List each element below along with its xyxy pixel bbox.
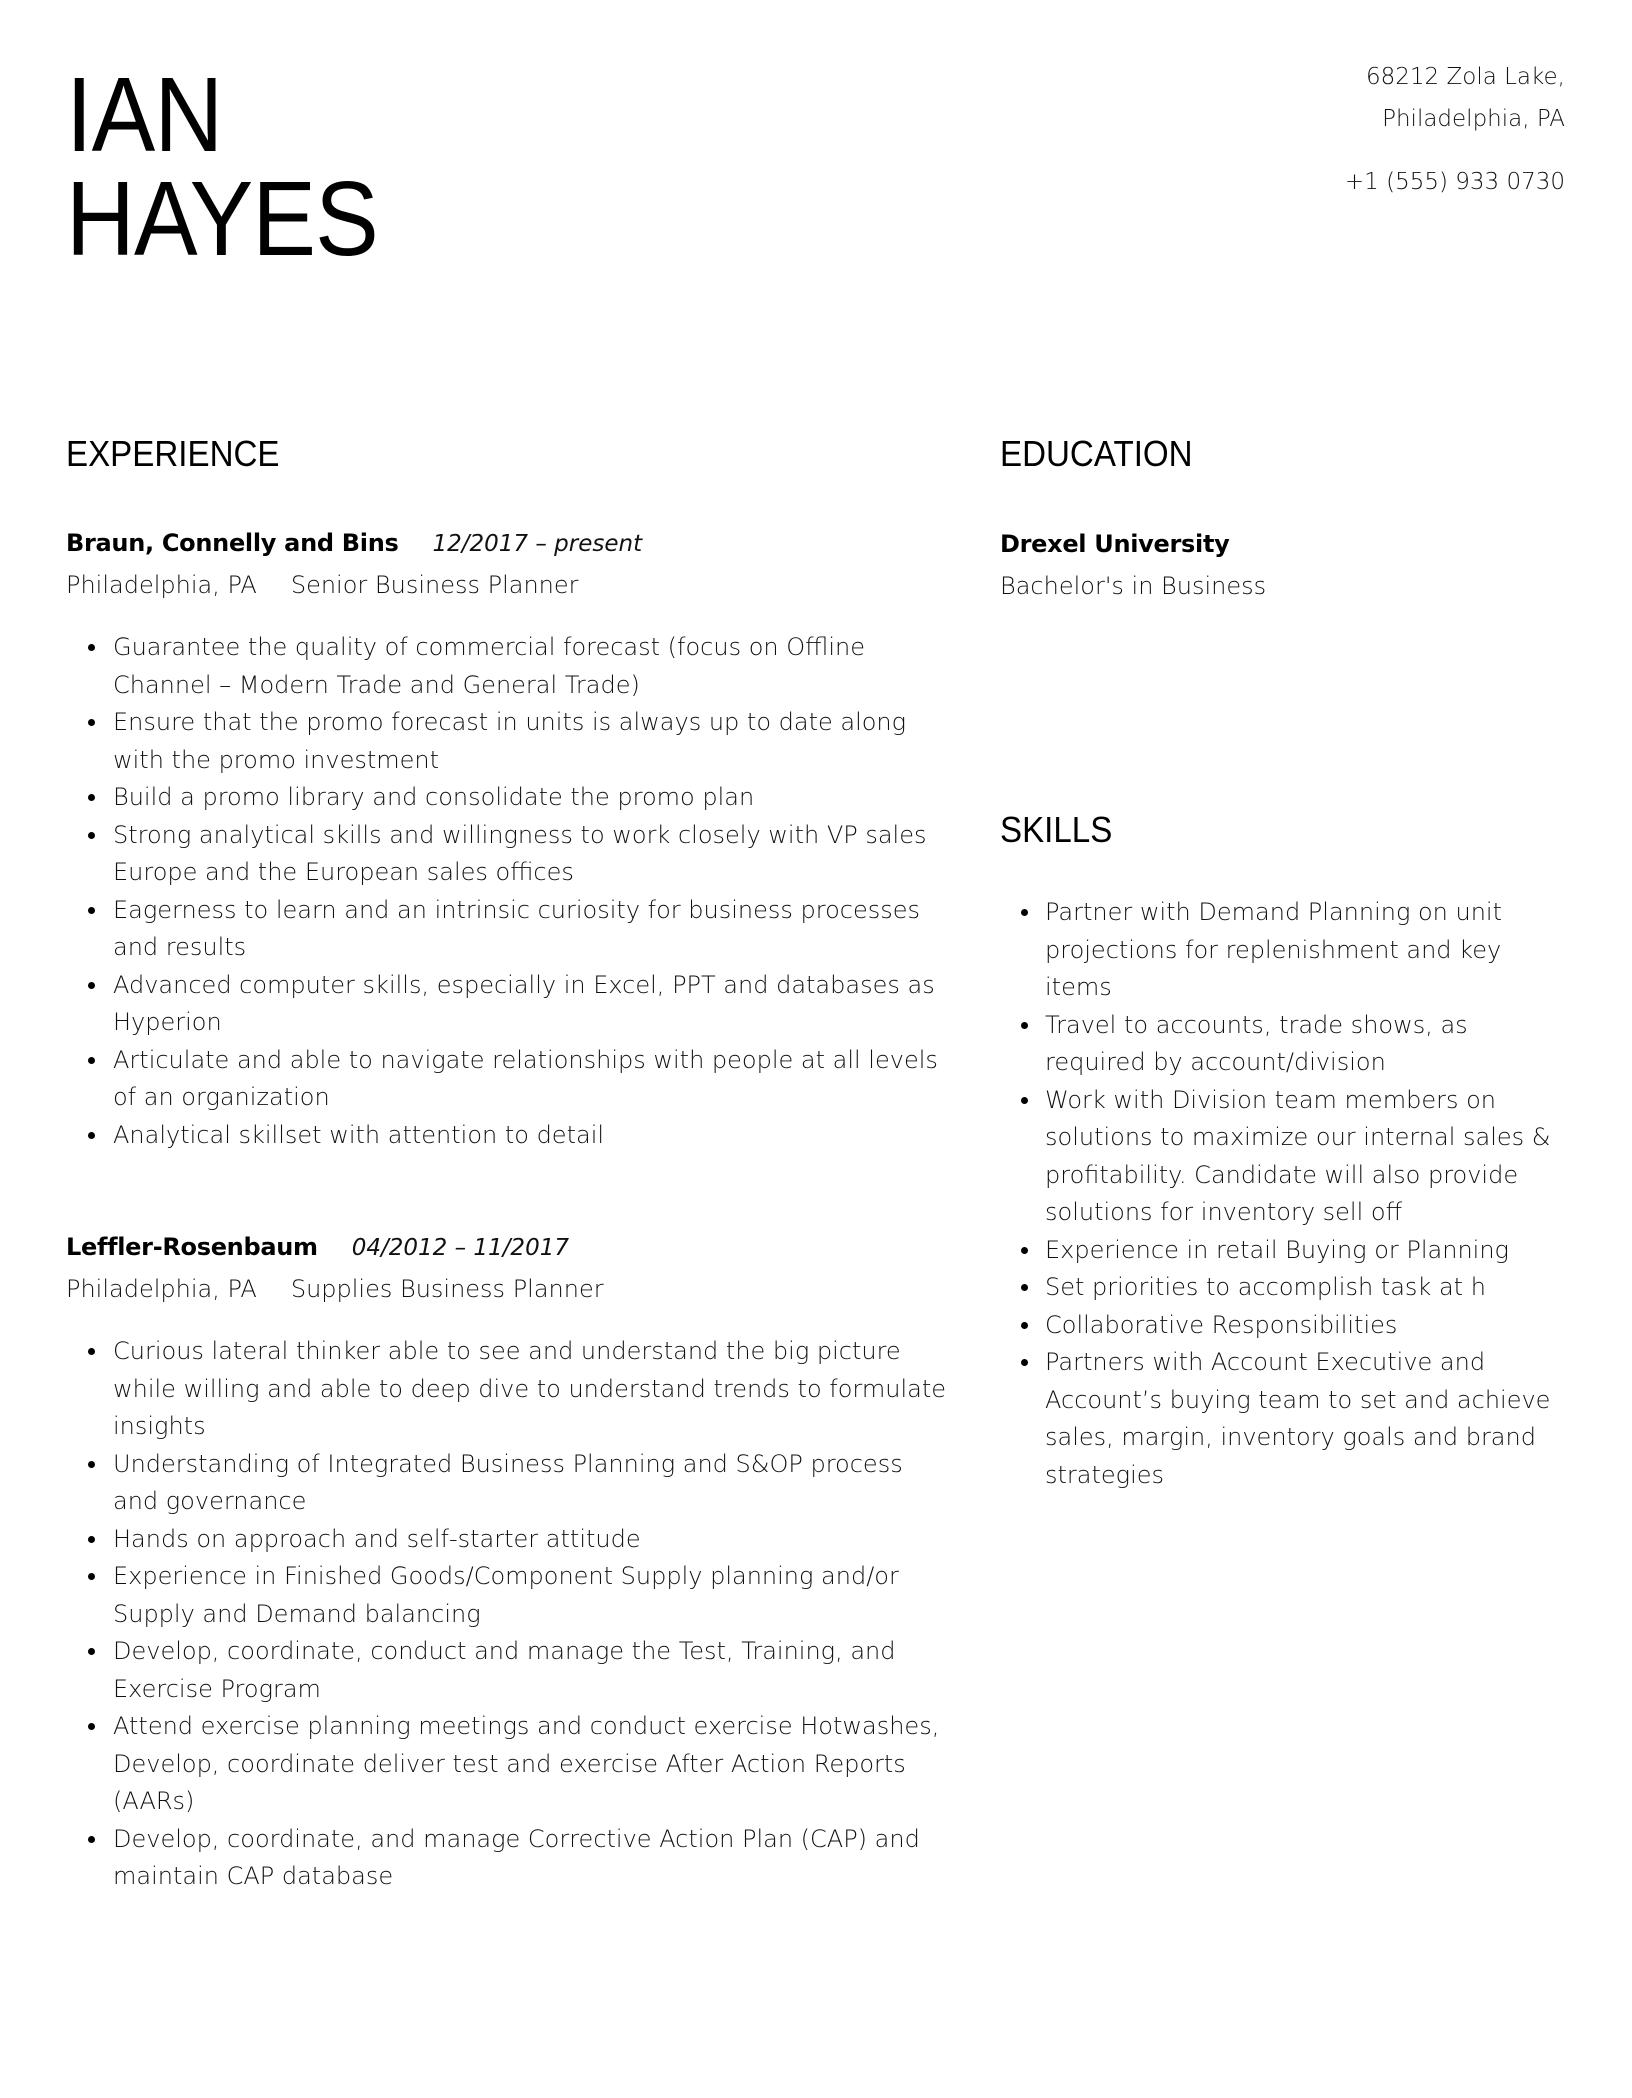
skill-text: Partners with Account Executive and Account’s buying team to set and achieve sales, margin, inventory goals and brand strategies bbox=[1045, 1348, 1551, 1489]
skill-text: Experience in retail Buying or Planning bbox=[1045, 1235, 1509, 1264]
bullet-icon bbox=[1021, 909, 1028, 916]
bullet-icon bbox=[88, 907, 95, 914]
skill-text: Collaborative Responsibilities bbox=[1045, 1310, 1398, 1339]
bullet-text: Eagerness to learn and an intrinsic curiosity for business processes and results bbox=[113, 895, 920, 961]
bullet-text: Develop, coordinate, conduct and manage the Test, Training, and Exercise Program bbox=[113, 1637, 896, 1703]
bullet-text: Understanding of Integrated Business Planning and S&OP process and governance bbox=[113, 1449, 903, 1515]
list-item bbox=[66, 1708, 946, 1821]
bullet-text: Articulate and able to navigate relationships with people at all levels of an organization bbox=[113, 1045, 938, 1111]
list-item bbox=[66, 779, 946, 817]
school-name: Drexel University bbox=[1000, 530, 1230, 558]
list-item bbox=[66, 1821, 946, 1896]
list-item bbox=[66, 1633, 946, 1708]
bullet-text: Develop, coordinate, and manage Corrective Action Plan (CAP) and maintain CAP database bbox=[113, 1824, 920, 1890]
bullet-icon bbox=[88, 719, 95, 726]
job-location: Philadelphia, PA bbox=[66, 571, 257, 599]
job-title: Supplies Business Planner bbox=[290, 1275, 604, 1303]
list-item bbox=[1000, 1269, 1570, 1307]
list-item bbox=[66, 1042, 946, 1117]
bullet-icon bbox=[88, 1057, 95, 1064]
list-item bbox=[1000, 1082, 1570, 1232]
address-line-2: Philadelphia, PA bbox=[1382, 106, 1565, 132]
list-item bbox=[1000, 1344, 1570, 1494]
bullet-icon bbox=[88, 794, 95, 801]
job-bullets bbox=[66, 629, 946, 1154]
job-subheader bbox=[66, 569, 946, 601]
job-title: Senior Business Planner bbox=[290, 571, 579, 599]
skill-text: Partner with Demand Planning on unit projections for replenishment and key items bbox=[1045, 898, 1503, 1001]
job-bullets bbox=[66, 1333, 946, 1896]
bullet-icon bbox=[88, 1536, 95, 1543]
bullet-text: Guarantee the quality of commercial forecast (focus on Offline Channel – Modern Trade and General Trade) bbox=[113, 633, 865, 699]
bullet-icon bbox=[88, 1348, 95, 1355]
bullet-icon bbox=[88, 1132, 95, 1139]
bullet-icon bbox=[1021, 1284, 1028, 1291]
skill-text: Work with Division team members on solutions to maximize our internal sales & profitability. Candidate will also provide solutions for inventory sell off bbox=[1045, 1085, 1551, 1226]
list-item bbox=[66, 1333, 946, 1446]
name-first: IAN bbox=[66, 56, 223, 174]
bullet-text: Curious lateral thinker able to see and understand the big picture while willing and able to deep dive to understand trends to formulate insights bbox=[113, 1337, 946, 1440]
contact-address bbox=[1366, 56, 1565, 140]
contact-phone bbox=[1345, 161, 1565, 203]
list-item bbox=[66, 817, 946, 892]
list-item bbox=[66, 1117, 946, 1155]
list-item bbox=[1000, 894, 1570, 1007]
list-item bbox=[66, 704, 946, 779]
experience-heading: EXPERIENCE bbox=[66, 433, 280, 474]
bullet-text: Analytical skillset with attention to detail bbox=[113, 1120, 605, 1149]
company-name: Leffler-Rosenbaum bbox=[66, 1233, 318, 1261]
job-entry bbox=[66, 527, 946, 1154]
job-subheader bbox=[66, 1273, 946, 1305]
list-item bbox=[66, 967, 946, 1042]
job-entry bbox=[66, 1231, 946, 1896]
list-item bbox=[1000, 1307, 1570, 1345]
degree: Bachelor's in Business bbox=[1000, 572, 1267, 600]
bullet-icon bbox=[88, 1836, 95, 1843]
job-header bbox=[66, 527, 946, 559]
list-item bbox=[66, 892, 946, 967]
name-last: HAYES bbox=[66, 160, 378, 278]
bullet-icon bbox=[88, 1648, 95, 1655]
skills-heading: SKILLS bbox=[1000, 809, 1113, 850]
company-name: Braun, Connelly and Bins bbox=[66, 529, 399, 557]
phone-number: +1 (555) 933 0730 bbox=[1344, 169, 1565, 195]
list-item bbox=[1000, 1232, 1570, 1270]
bullet-icon bbox=[1021, 1022, 1028, 1029]
bullet-icon bbox=[1021, 1247, 1028, 1254]
list-item bbox=[66, 629, 946, 704]
bullet-text: Ensure that the promo forecast in units is always up to date along with the promo investment bbox=[113, 708, 907, 774]
job-dates: 12/2017 – present bbox=[432, 531, 643, 557]
skill-bullets bbox=[1000, 894, 1580, 1494]
bullet-text: Strong analytical skills and willingness to work closely with VP sales Europe and the European sales offices bbox=[113, 820, 927, 886]
bullet-text: Build a promo library and consolidate the promo plan bbox=[113, 783, 755, 811]
bullet-text: Experience in Finished Goods/Component Supply planning and/or Supply and Demand balancing bbox=[113, 1562, 899, 1628]
bullet-icon bbox=[88, 1723, 95, 1730]
bullet-icon bbox=[88, 644, 95, 651]
bullet-icon bbox=[88, 832, 95, 839]
bullet-icon bbox=[1021, 1359, 1028, 1366]
bullet-text: Hands on approach and self-starter attitude bbox=[113, 1524, 641, 1553]
education-heading: EDUCATION bbox=[1000, 433, 1193, 474]
bullet-icon bbox=[88, 982, 95, 989]
skill-text: Set priorities to accomplish task at h bbox=[1045, 1273, 1486, 1301]
address-line-1: 68212 Zola Lake, bbox=[1366, 64, 1565, 90]
skill-text: Travel to accounts, trade shows, as required by account/division bbox=[1045, 1010, 1468, 1076]
job-header bbox=[66, 1231, 946, 1263]
skills-list bbox=[1000, 894, 1580, 1494]
list-item bbox=[66, 1521, 946, 1559]
education-entry bbox=[1000, 528, 1570, 602]
bullet-icon bbox=[88, 1461, 95, 1468]
bullet-text: Attend exercise planning meetings and conduct exercise Hotwashes, Develop, coordinate deliver test and exercise After Action Reports (AARs) bbox=[113, 1712, 940, 1815]
bullet-text: Advanced computer skills, especially in Excel, PPT and databases as Hyperion bbox=[113, 970, 935, 1036]
list-item bbox=[66, 1558, 946, 1633]
bullet-icon bbox=[1021, 1097, 1028, 1104]
job-dates: 04/2012 – 11/2017 bbox=[351, 1235, 569, 1261]
bullet-icon bbox=[1021, 1322, 1028, 1329]
bullet-icon bbox=[88, 1573, 95, 1580]
job-location: Philadelphia, PA bbox=[66, 1275, 257, 1303]
list-item bbox=[66, 1446, 946, 1521]
list-item bbox=[1000, 1007, 1570, 1082]
